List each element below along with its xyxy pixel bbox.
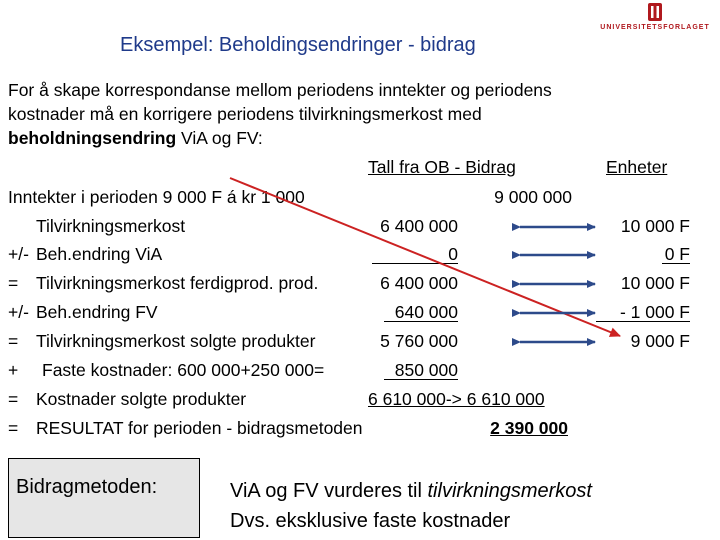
header-ob: Tall fra OB - Bidrag — [368, 157, 516, 177]
row-faste-label: Faste kostnader: 600 000+250 000= — [42, 360, 325, 380]
row-ferdig-value: 6 400 000 — [380, 273, 458, 293]
row-kost-value: 6 610 000-> 6 610 000 — [368, 389, 545, 409]
row-ferdig-sign: = — [8, 273, 19, 293]
row-fv-unit: - 1 000 F — [619, 302, 690, 322]
intro-tail: ViA og FV: — [176, 128, 263, 148]
row-resultat-label: RESULTAT for perioden - bidragsmetoden — [36, 418, 363, 438]
intro-bold: beholdningsendring — [8, 128, 177, 148]
row-fv-label: Beh.endring FV — [36, 302, 158, 322]
row-solgte-value: 5 760 000 — [380, 331, 458, 351]
row-tilv-unit: 10 000 F — [620, 216, 690, 236]
row-faste-sign: + — [8, 360, 19, 380]
row-kost-label: Kostnader solgte produkter — [36, 389, 247, 409]
method-line-1 — [230, 476, 592, 506]
row-resultat-sign: = — [8, 418, 19, 438]
row-via-sign: +/- — [8, 244, 29, 264]
intro-line-1: For å skape korrespondanse mellom periodens inntekter og periodens — [8, 80, 552, 100]
row-via-unit: 0 F — [664, 244, 690, 264]
row-fv-value: 640 000 — [394, 302, 458, 322]
row-tilv-value: 6 400 000 — [380, 216, 458, 236]
row-kost-sign: = — [8, 389, 19, 409]
row-resultat-value: 2 390 000 — [490, 418, 568, 438]
row-tilv-label: Tilvirkningsmerkost — [36, 216, 186, 236]
method-line-2: Dvs. eksklusive faste kostnader — [230, 510, 511, 532]
method-label: Bidragmetoden: — [16, 476, 158, 498]
method-description — [230, 476, 592, 536]
row-fv-sign: +/- — [8, 302, 29, 322]
page-title: Eksempel: Beholdingsendringer - bidrag — [120, 34, 476, 56]
logo-text: UNIVERSITETSFORLAGET — [600, 24, 710, 31]
row-solgte-unit: 9 000 F — [630, 331, 690, 351]
row-via-value: 0 — [448, 244, 458, 264]
method-line-1-plain: ViA og FV vurderes til — [230, 480, 428, 502]
method-line-1-italic: tilvirkningsmerkost — [427, 480, 592, 502]
header-units: Enheter — [606, 157, 668, 177]
intro-line-2: kostnader må en korrigere periodens tilvirkningsmerkost med — [8, 104, 482, 124]
row-via-label: Beh.endring ViA — [36, 244, 163, 264]
row-solgte-label: Tilvirkningsmerkost solgte produkter — [36, 331, 316, 351]
row-income-value: 9 000 000 — [494, 187, 572, 207]
row-ferdig-label: Tilvirkningsmerkost ferdigprod. prod. — [36, 273, 319, 293]
row-faste-value: 850 000 — [394, 360, 458, 380]
row-solgte-sign: = — [8, 331, 19, 351]
row-income-label: Inntekter i perioden 9 000 F á kr 1 000 — [8, 187, 305, 207]
row-ferdig-unit: 10 000 F — [620, 273, 690, 293]
